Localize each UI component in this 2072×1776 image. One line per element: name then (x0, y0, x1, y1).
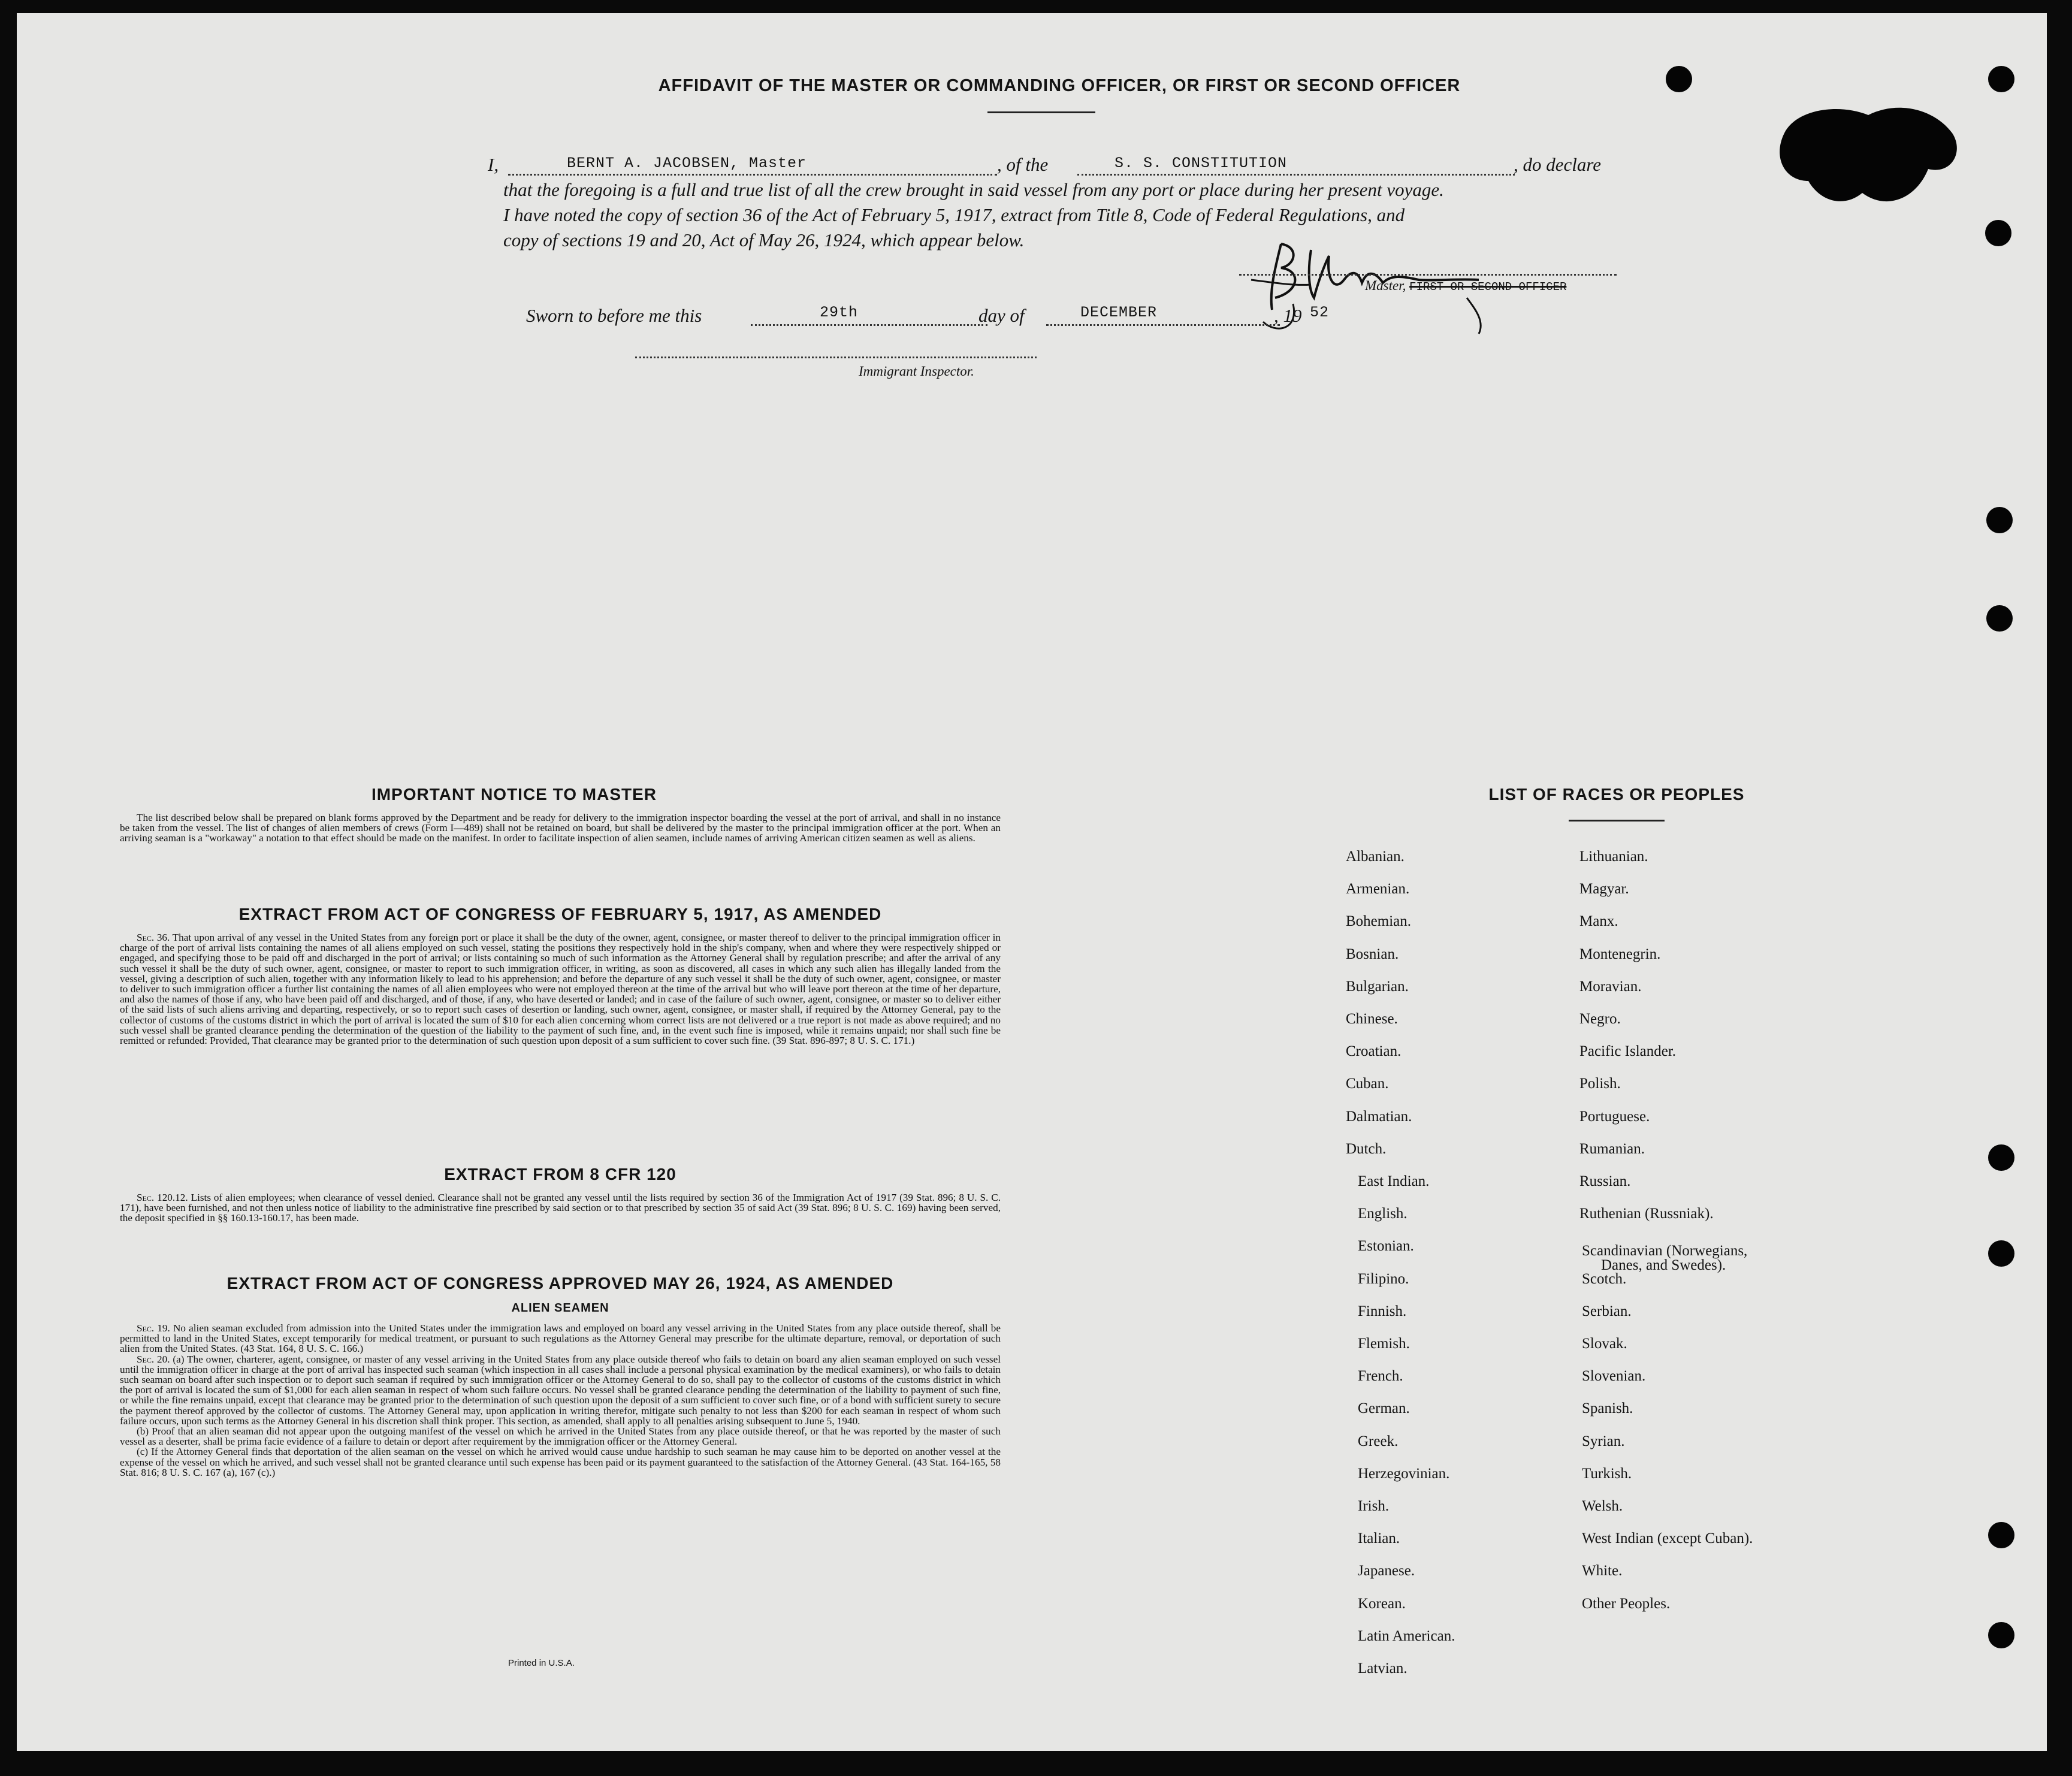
race-item: Bohemian. (1346, 913, 1412, 930)
race-item: Scandinavian (Norwegians, (1582, 1243, 1748, 1259)
race-item: Welsh. (1582, 1498, 1623, 1514)
race-item: Bosnian. (1346, 946, 1399, 962)
race-item: Danes, and Swedes). (1601, 1257, 1726, 1274)
extract-1924-subtitle: ALIEN SEAMEN (511, 1301, 609, 1315)
race-item: Herzegovinian. (1358, 1465, 1450, 1482)
race-item: East Indian. (1358, 1173, 1430, 1189)
race-item: Moravian. (1579, 978, 1642, 995)
punch-hole (1986, 605, 2013, 632)
inspector-caption: Immigrant Inspector. (859, 364, 974, 379)
race-item: Portuguese. (1579, 1108, 1650, 1125)
race-item: Flemish. (1358, 1336, 1410, 1352)
race-item: Cuban. (1346, 1076, 1389, 1092)
race-item: West Indian (except Cuban). (1582, 1530, 1753, 1547)
do-declare-label: , do declare (1514, 154, 1602, 175)
race-item: Albanian. (1346, 848, 1405, 865)
race-item: Negro. (1579, 1011, 1621, 1027)
race-item: Dutch. (1346, 1140, 1387, 1157)
race-item: Other Peoples. (1582, 1595, 1671, 1612)
race-item: Manx. (1579, 913, 1618, 930)
sec-20c-text: (c) If the Attorney General finds that deportation of the alien seaman on the vessel on which he arrived would cause undue hardship to such seaman he may cause him to be deported on another vessel at the expense of the vessel on which he arrived, and such vessel shall not be granted clearance until such expense has been paid or its payment guaranteed to the satisfaction of the Attorney General. (43 Stat. 164-165, 58 Stat. 816; 8 U. S. C. 167 (a), 167 (c).) (120, 1446, 1001, 1478)
master-name-line (508, 174, 997, 176)
extract-1917-text: That upon arrival of any vessel in the United States from any foreign port or place it shall be the duty of the owner, agent, consignee, or master thereof to deliver to the principal immigration officer in charge of the port of arrival lists containing the names of all aliens employed on such vessel, stating the positions they respectively hold in the ship's company, when and where they were respectively shipped or engaged, and specifying those to be paid off and discharged in the port of arrival; or lists containing so much of such information as the Attorney General shall by regulation prescribe; and after the arrival of any such vessel it shall be the duty of such owner, agent, consignee, or master to report to such immigration officer, in writing, as soon as discovered, all cases in which any such alien has illegally landed from the vessel, giving a description of such alien, together with any information likely to lead to his apprehension; and before the departure of any such vessel it shall be the duty of such owner, agent, consignee, or master to deliver to such immigration officer a further list containing the names of all alien employees who were not employed thereon at the time of the arrival but who will leave port thereon at the time of her departure, and also the names of those if any, who have been paid off and discharged, and of those, if any, who have deserted or landed; and in case of the failure of such owner, agent, consignee, or master so to deliver either of the said lists of such aliens arriving and departing, respectively, or so to report such cases of desertion or landing, such owner, agent, consignee, or master shall, if required by the Attorney General, pay to the collector of customs of the customs district in which the port of arrival is located the sum of $10 for each alien concerning whom correct lists are not delivered or a true report is not made as above required; and no such vessel shall be granted clearance pending the determination of the question of the liability to the payment of such fine, and, in the event such fine is imposed, while it remains unpaid; nor shall such fine be remitted or refunded: Provided, That clearance may be granted prior to the determination of such question upon deposit of a sum sufficient to cover such fine. (39 Stat. 896-897; 8 U. S. C. 171.) (120, 932, 1001, 1047)
race-item: Latin American. (1358, 1627, 1455, 1644)
sworn-month-line (1046, 324, 1280, 326)
punch-hole (1666, 66, 1692, 92)
document-page (17, 13, 2047, 1751)
race-item: Turkish. (1582, 1465, 1632, 1482)
races-title: LIST OF RACES OR PEOPLES (1488, 785, 1745, 804)
inspector-line (635, 357, 1037, 358)
race-item: Irish. (1358, 1498, 1390, 1514)
race-item: Dalmatian. (1346, 1108, 1412, 1125)
race-item: Lithuanian. (1579, 848, 1648, 865)
race-item: Scotch. (1582, 1270, 1627, 1287)
race-item: Chinese. (1346, 1011, 1398, 1027)
extract-cfr-text: Lists of alien employees; when clearance of vessel denied. Clearance shall not be granted any vessel until the lists required by section 36 of the Immigration Act of 1917 (39 Stat. 896; 8 U. S. C. 171), have been furnished, and not then unless notice of liability to the administrative fine prescribed by said section or to that prescribed by section 35 of said Act (39 Stat. 896; 8 U. S. C. 169) having been served, the deposit specified in §§ 160.13-160.17, has been made. (120, 1192, 1001, 1224)
affidavit-title: AFFIDAVIT OF THE MASTER OR COMMANDING OFFICER, OR FIRST OR SECOND OFFICER (658, 76, 1461, 95)
race-item: Armenian. (1346, 881, 1410, 898)
race-item: German. (1358, 1400, 1410, 1417)
statement-line-3: copy of sections 19 and 20, Act of May 26, 1924, which appear below. (503, 229, 1025, 250)
vessel-name: S. S. CONSTITUTION (1114, 155, 1288, 172)
extract-cfr-sec-label: Sec. 120.12. (137, 1192, 188, 1203)
notice-text: The list described below shall be prepared on blank forms approved by the Department and be ready for delivery to the immigration inspector boarding the vessel at the port of arrival, and shall in no instance be taken from the vessel. The list of changes of alien members of crews (Form I—489) shall not be retained on board, but shall be delivered by the master to the principal immigration officer at the port. When an arriving seaman is a "workaway" a notation to that effect should be made on the manifest. In order to facilitate inspection of alien seamen, include names of arriving American citizen seamen as well as aliens. (120, 812, 1001, 844)
sec-20-label: Sec. 20. (137, 1353, 170, 1365)
sec-19-label: Sec. 19. (137, 1322, 170, 1334)
extract-1924-title: EXTRACT FROM ACT OF CONGRESS APPROVED MAY 26, 1924, AS AMENDED (226, 1274, 894, 1292)
sec-19-text: No alien seaman excluded from admission into the United States under the immigration laws and employed on board any vessel arriving in the United States from any place outside thereof, shall be permitted to land in the United States, except temporarily for medical treatment, or pursuant to such regulations as the Attorney General may prescribe for the ultimate departure, removal, or deportation of such alien from the United States. (43 Stat. 164, 8 U. S. C. 166.) (120, 1322, 1001, 1355)
sworn-day-line (751, 324, 987, 326)
statement-line-1: that the foregoing is a full and true list of all the crew brought in said vessel from any port or place during her present voyage. (503, 179, 1444, 200)
i-label: I, (488, 154, 499, 175)
of-the-label: , of the (997, 154, 1049, 175)
race-item: Polish. (1579, 1076, 1621, 1092)
sworn-year: 52 (1310, 304, 1330, 321)
signature-line (1239, 274, 1617, 276)
punch-hole (1988, 66, 2014, 92)
master-caption-label: Master, (1365, 278, 1406, 293)
race-item: Serbian. (1582, 1303, 1632, 1319)
race-item: Greek. (1358, 1433, 1399, 1449)
ink-blot (1772, 97, 1964, 217)
punch-hole (1988, 1240, 2014, 1267)
races-title-underline (1569, 820, 1665, 821)
master-caption (1365, 278, 1566, 294)
race-item: Estonian. (1358, 1238, 1414, 1255)
race-item: Slovak. (1582, 1336, 1627, 1352)
race-item: French. (1358, 1368, 1403, 1385)
master-name: BERNT A. JACOBSEN, Master (567, 155, 807, 172)
sec-20c-paragraph (120, 1446, 1001, 1478)
race-item: Filipino. (1358, 1270, 1409, 1287)
race-item: Rumanian. (1579, 1140, 1645, 1157)
punch-hole (1988, 1622, 2014, 1648)
sworn-month: DECEMBER (1080, 304, 1158, 321)
extract-1924-body (120, 1323, 1001, 1478)
day-of-label: day of (978, 305, 1025, 326)
punch-hole (1986, 507, 2013, 533)
race-item: Finnish. (1358, 1303, 1407, 1319)
race-item: Montenegrin. (1579, 946, 1661, 962)
race-item: Italian. (1358, 1530, 1400, 1547)
sec-20b-paragraph (120, 1426, 1001, 1446)
sworn-day: 29th (820, 304, 859, 321)
punch-hole (1988, 1522, 2014, 1548)
race-item: Japanese. (1358, 1563, 1415, 1579)
extract-cfr-title: EXTRACT FROM 8 CFR 120 (444, 1165, 676, 1183)
sec-20b-text: (b) Proof that an alien seaman did not appear upon the outgoing manifest of the vessel on which he arrived in the United States from any place outside thereof, or that he was reported by the master of such vessel as a deserter, shall be prima facie evidence of a failure to detain or deport after requirement by the immigration officer or the Attorney General. (120, 1425, 1001, 1448)
title-underline (987, 111, 1095, 113)
notice-body (120, 813, 1001, 844)
statement-line-2: I have noted the copy of section 36 of the Act of February 5, 1917, extract from Title 8, Code of Federal Regulations, and (503, 204, 1405, 225)
race-item: English. (1358, 1206, 1407, 1222)
race-item: Syrian. (1582, 1433, 1625, 1449)
punch-hole (1985, 220, 2011, 246)
master-caption-struck: FIRST OR SECOND OFFICER (1409, 280, 1567, 294)
extract-1917-title: EXTRACT FROM ACT OF CONGRESS OF FEBRUARY 5, 1917, AS AMENDED (238, 905, 882, 923)
race-item: Russian. (1579, 1173, 1631, 1189)
race-item: White. (1582, 1563, 1623, 1579)
punch-hole (1988, 1144, 2014, 1171)
vessel-name-line (1077, 174, 1515, 176)
sec-19-paragraph (120, 1323, 1001, 1354)
year-prefix: , 19 (1274, 305, 1302, 326)
notice-title: IMPORTANT NOTICE TO MASTER (371, 785, 657, 804)
race-item: Spanish. (1582, 1400, 1633, 1417)
race-item: Croatian. (1346, 1043, 1402, 1060)
race-item: Korean. (1358, 1595, 1406, 1612)
extract-1917-body (120, 932, 1001, 1046)
sec-20a-paragraph (120, 1354, 1001, 1426)
race-item: Latvian. (1358, 1660, 1407, 1677)
sec-20a-text: (a) The owner, charterer, agent, consignee, or master of any vessel arriving in the United States from any place outside thereof who fails to detain on board any alien seaman employed on such vessel until the immigration officer in charge at the port of arrival has inspected such seaman (which inspection in all cases shall include a personal physical examination by the medical examiners), or who fails to detain such seaman on board after such inspection or to deport such seaman if required by such immigration officer or the Attorney General to do so, shall pay to the collector of customs of the customs district in which the port of arrival is located the sum of $1,000 for each alien seaman in respect of whom such failure occurs. No vessel shall be granted clearance pending the determination of the liability to payment of such fine, or while the fine remains unpaid, except that clearance may be granted prior to the determination of such question upon the deposit of a sum sufficient to cover such fine, or of a bond with sufficient surety to secure the payment thereof approved by the collector of customs. The Attorney General may, upon application in writing therefor, mitigate such penalty to not less than $200 for each seaman in respect of whom such failure occurs, upon such terms as the Attorney General in his discretion shall think proper. This section, as amended, shall apply to all penalties arising subsequent to June 5, 1940. (120, 1353, 1001, 1427)
extract-cfr-body (120, 1192, 1001, 1224)
race-item: Ruthenian (Russniak). (1579, 1206, 1714, 1222)
race-item: Slovenian. (1582, 1368, 1646, 1385)
race-item: Bulgarian. (1346, 978, 1409, 995)
race-item: Pacific Islander. (1579, 1043, 1677, 1060)
extract-1917-sec-label: Sec. 36. (137, 932, 170, 943)
printed-in-label: Printed in U.S.A. (508, 1658, 575, 1668)
race-item: Magyar. (1579, 881, 1629, 898)
sworn-label: Sworn to before me this (526, 305, 702, 326)
